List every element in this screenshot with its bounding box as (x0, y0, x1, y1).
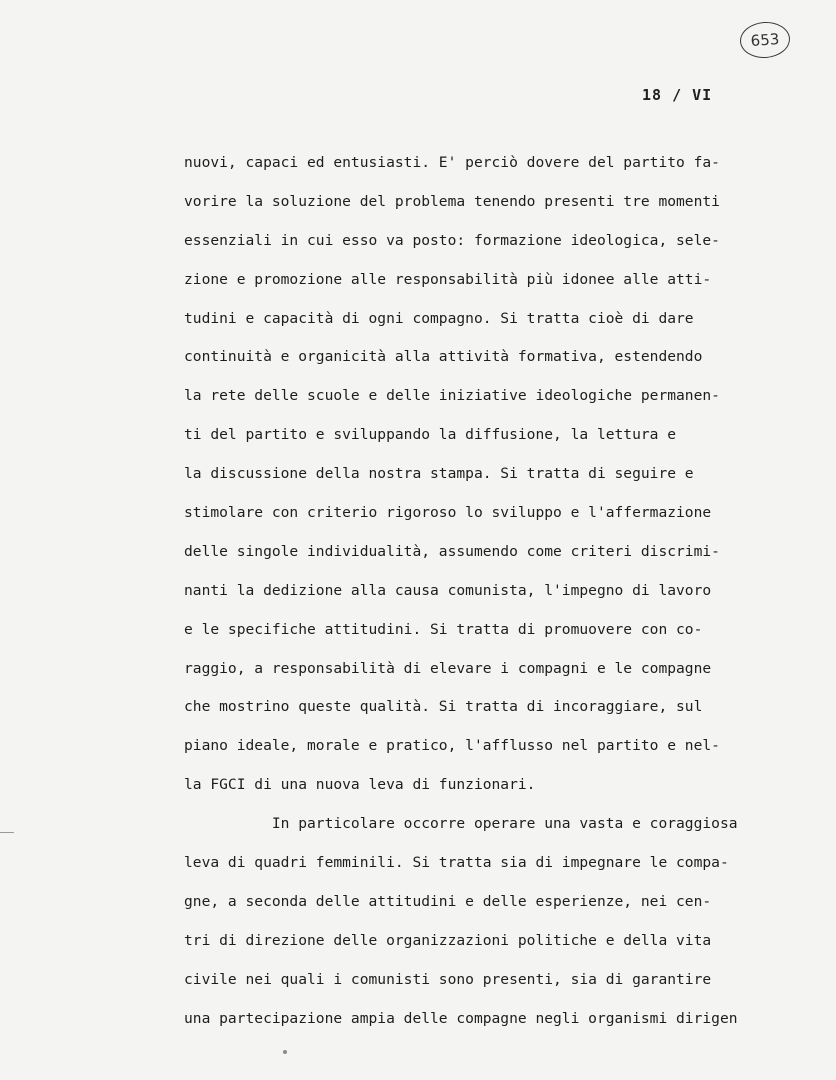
body-text (184, 144, 814, 1038)
text-line: nanti la dedizione alla causa comunista, l'impegno di lavoro (184, 581, 712, 599)
text-line: tudini e capacità di ogni compagno. Si tratta cioè di dare (184, 309, 694, 327)
text-line: la FGCI di una nuova leva di funzionari. (184, 776, 536, 794)
text-line: piano ideale, morale e pratico, l'afflusso nel partito e nel- (184, 737, 720, 755)
text-line: stimolare con criterio rigoroso lo sviluppo e l'affermazione (184, 504, 712, 522)
text-line: tri di direzione delle organizzazioni politiche e della vita (184, 931, 712, 949)
text-line: continuità e organicità alla attività formativa, estendendo (184, 348, 703, 366)
archive-stamp (739, 20, 791, 59)
text-line: la discussione della nostra stampa. Si tratta di seguire e (184, 465, 694, 483)
text-line: nuovi, capaci ed entusiasti. E' perciò dovere del partito fa- (184, 154, 720, 171)
margin-mark (0, 832, 14, 833)
text-line: la rete delle scuole e delle iniziative ideologiche permanen- (184, 387, 720, 405)
text-line: civile nei quali i comunisti sono presenti, sia di garantire (184, 970, 712, 988)
archive-stamp-number: 653 (750, 30, 780, 50)
paper-speck (283, 1050, 287, 1054)
text-line: che mostrino queste qualità. Si tratta di incoraggiare, sul (184, 698, 703, 716)
text-line: e le specifiche attitudini. Si tratta di promuovere con co- (184, 620, 703, 638)
text-line: raggio, a responsabilità di elevare i compagni e le compagne (184, 659, 712, 677)
text-line: delle singole individualità, assumendo come criteri discrimi- (184, 542, 720, 560)
text-line: essenziali in cui esso va posto: formazione ideologica, sele- (184, 231, 720, 249)
text-line: una partecipazione ampia delle compagne negli organismi dirigen (184, 1009, 738, 1027)
page-number: 18 / VI (642, 86, 713, 104)
text-line: gne, a seconda delle attitudini e delle esperienze, nei cen- (184, 892, 712, 910)
text-line: vorire la soluzione del problema tenendo presenti tre momenti (184, 192, 720, 210)
text-line: zione e promozione alle responsabilità più idonee alle atti- (184, 270, 712, 288)
text-line: In particolare occorre operare una vasta e coraggiosa (184, 815, 738, 833)
text-line: ti del partito e sviluppando la diffusione, la lettura e (184, 426, 677, 444)
text-line: leva di quadri femminili. Si tratta sia di impegnare le compa- (184, 854, 729, 872)
